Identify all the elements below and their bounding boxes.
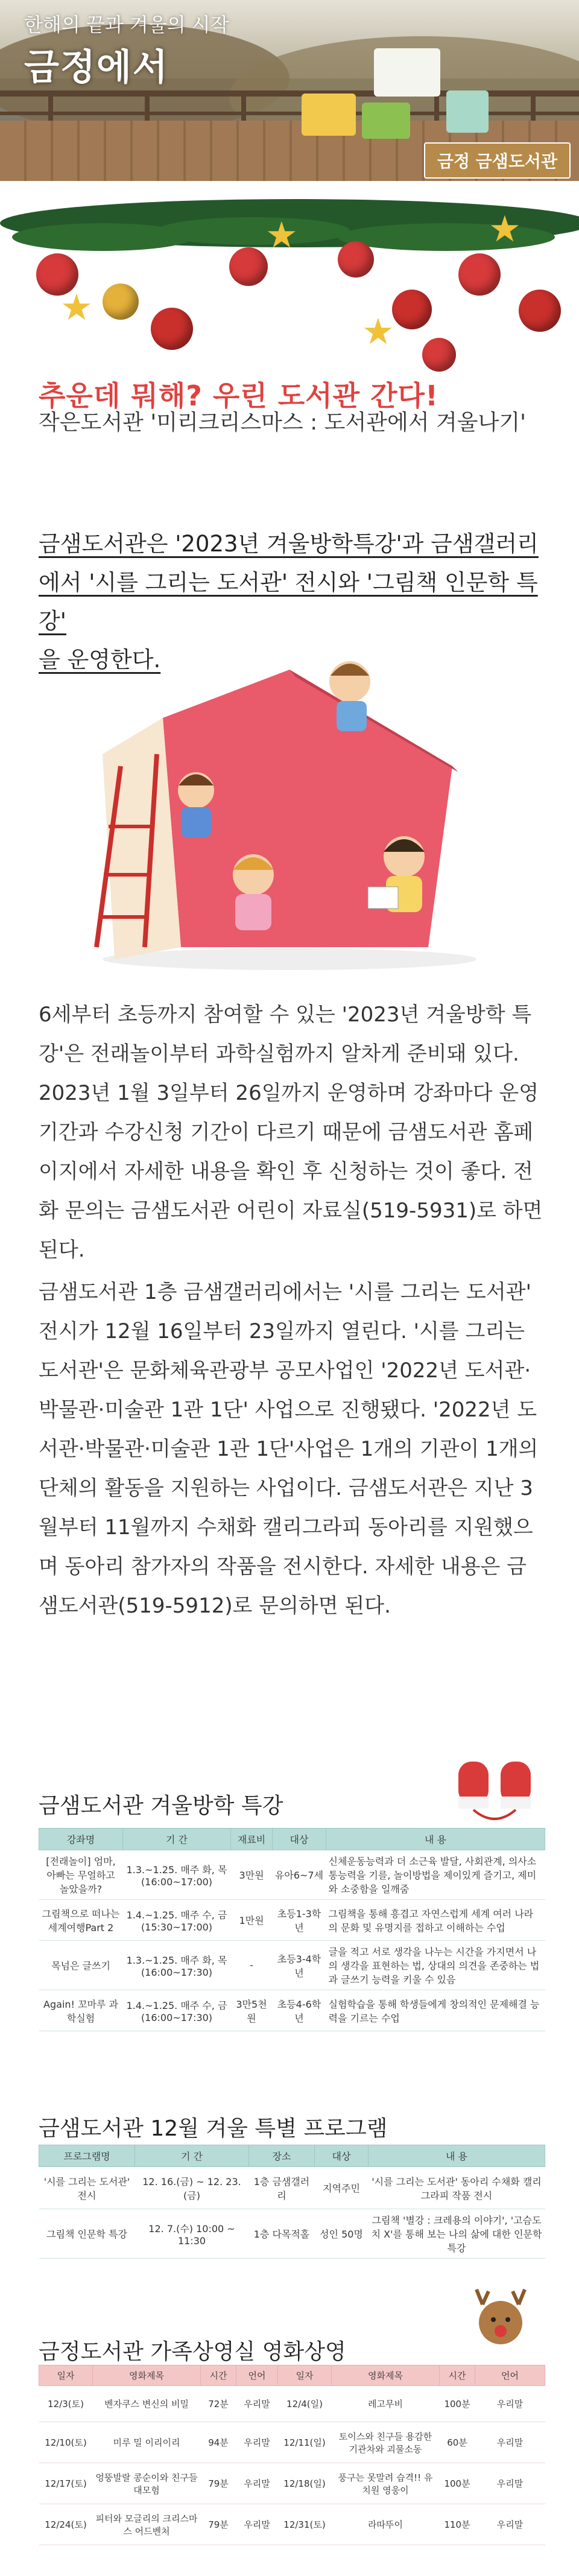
cell-fee: -: [231, 1941, 273, 1990]
table-header: 언어: [475, 2365, 545, 2386]
cell-language: 우리말: [475, 2386, 545, 2422]
table-row: [39, 2386, 545, 2422]
cell-place: 1층 금샘갤러리: [249, 2167, 315, 2209]
table-header: 기 간: [123, 1829, 231, 1850]
cell-period: 12. 7.(수) 10:00 ~ 11:30: [135, 2209, 249, 2259]
section-title-december-program: 금샘도서관 12월 겨울 특별 프로그램: [39, 2116, 388, 2141]
cell-language: 우리말: [236, 2386, 278, 2422]
star-icon: ★: [362, 311, 394, 353]
cell-target: 성인 50명: [315, 2209, 369, 2259]
cell-movie: 미루 밀 이리이리: [93, 2422, 201, 2463]
cell-date: 12/3(토): [39, 2386, 93, 2422]
cell-place: 1층 다목적홀: [249, 2209, 315, 2259]
cell-time: 94분: [201, 2422, 236, 2463]
cell-date: 12/31(토): [278, 2504, 332, 2545]
cell-movie: 엉뚱발랄 콩순이와 친구들 대모험: [93, 2463, 201, 2504]
cell-course: [전래놀이] 엄마, 아빠는 무얼하고 놀았을까?: [39, 1850, 123, 1900]
mint-block: [446, 90, 489, 133]
article-subtitle: 작은도서관 '미리크리스마스 : 도서관에서 겨울나기': [39, 410, 526, 435]
cell-date: 12/17(토): [39, 2463, 93, 2504]
cell-period: 1.4.~1.25. 매주 수, 금(15:30~17:00): [123, 1900, 231, 1941]
section-title-winter-courses: 금샘도서관 겨울방학 특강: [39, 1794, 283, 1818]
cell-movie: 피터와 모글리의 크리스마스 어드벤처: [93, 2504, 201, 2545]
library-badge: 금정 금샘도서관: [424, 142, 571, 179]
cell-target: 지역주민: [315, 2167, 369, 2209]
star-icon: ★: [60, 287, 93, 329]
kids-book-illustration: [90, 646, 489, 971]
table-header: 대상: [273, 1829, 326, 1850]
table-header: 내 용: [369, 2145, 545, 2167]
cell-date: 12/10(토): [39, 2422, 93, 2463]
table-header: 영화제목: [93, 2365, 201, 2386]
lead-line-3: 을 운영한다.: [39, 647, 161, 673]
cell-time: 100분: [440, 2463, 475, 2504]
ornament-icon: [392, 290, 432, 329]
cell-date: 12/18(일): [278, 2463, 332, 2504]
cell-time: 79분: [201, 2463, 236, 2504]
cell-program: '시를 그리는 도서관' 전시: [39, 2167, 135, 2209]
ornament-icon: [151, 308, 193, 350]
table-row: [39, 1941, 545, 1990]
cell-date: 12/11(일): [278, 2422, 332, 2463]
ornament-icon: [422, 338, 456, 372]
table-header: 재료비: [231, 1829, 273, 1850]
cell-period: 1.3.~1.25. 매주 화, 목(16:00~17:30): [123, 1941, 231, 1990]
cell-time: 110분: [440, 2504, 475, 2545]
reindeer-icon: [464, 2286, 537, 2353]
cell-time: 100분: [440, 2386, 475, 2422]
cell-content: 그림책을 통해 흥겹고 자연스럽게 세계 여러 나라의 문화 및 유명지를 접하고 이해하는 수업: [326, 1900, 545, 1941]
cell-content: 실험학습을 통해 학생들에게 창의적인 문제해결 능력을 기르는 수업: [326, 1990, 545, 2031]
cell-target: 초등3-4학년: [273, 1941, 326, 1990]
cell-language: 우리말: [236, 2463, 278, 2504]
table-header: 영화제목: [332, 2365, 440, 2386]
table-header: 시간: [440, 2365, 475, 2386]
star-icon: ★: [265, 214, 298, 256]
table-row: [39, 1900, 545, 1941]
star-icon: ★: [489, 208, 521, 250]
table-row: [39, 1850, 545, 1900]
table-header: 기 간: [135, 2145, 249, 2167]
cell-movie: 레고무비: [332, 2386, 440, 2422]
ornament-icon: [229, 247, 268, 286]
table-header: 시간: [201, 2365, 236, 2386]
body-paragraph-2: 금샘도서관 1층 금샘갤러리에서는 '시를 그리는 도서관' 전시가 12월 16일부터 23일까지 열린다. '시를 그리는 도서관'은 문화체육관광부 공모사업인 '2022년 도서관·박물관·미술관 1관 1단' 사업으로 진행됐다. '2022년 도서관·박물관·미술관 1관 1단'사업은 1개의 기관이 1개의 단체의 활동을 지원하는 사업이다. 금샘도서관은 지난 3월부터 11월까지 수채화 캘리그라피 동아리를 지원했으며 동아리 참가자의 작품을 전시한다. 자세한 내용은 금샘도서관(519-5912)로 문의하면 된다.: [39, 1280, 539, 1618]
cell-movie: 벤자쿠스 변신의 비밀: [93, 2386, 201, 2422]
cta-headline: 추운데 뭐해? 우린 도서관 간다!: [39, 379, 438, 412]
table-row: [39, 2167, 545, 2209]
ornament-icon: [338, 241, 374, 278]
cell-language: 우리말: [236, 2504, 278, 2545]
table-header-row: [39, 2365, 545, 2386]
table-header: 강좌명: [39, 1829, 123, 1850]
cell-date: 12/4(일): [278, 2386, 332, 2422]
cell-course: Again! 꼬마루 과학실험: [39, 1990, 123, 2031]
christmas-garland: [0, 199, 579, 368]
cell-movie: 토이스와 친구들 용감한 기관차와 괴물소동: [332, 2422, 440, 2463]
cell-language: 우리말: [475, 2504, 545, 2545]
table-row: [39, 1990, 545, 2031]
cell-content: 신체운동능력과 더 소근육 발달, 사회관계, 의사소통능력을 기를, 놀이방법을 제이있게 즐기고, 제미와 소중함을 일깨줌: [326, 1850, 545, 1900]
white-block: [374, 48, 440, 97]
cell-movie: 라따뚜이: [332, 2504, 440, 2545]
cell-date: 12/24(토): [39, 2504, 93, 2545]
lead-line-2: 에서 '시를 그리는 도서관' 전시와 '그림책 인문학 특강': [39, 569, 538, 634]
cell-target: 유아6~7세: [273, 1850, 326, 1900]
table-row: [39, 2422, 545, 2463]
table-header: 언어: [236, 2365, 278, 2386]
cell-program: 그림책 인문학 특강: [39, 2209, 135, 2259]
cell-fee: 3만원: [231, 1850, 273, 1900]
table-header-row: [39, 1829, 545, 1850]
cell-target: 초등4-6학년: [273, 1990, 326, 2031]
green-block: [362, 103, 410, 139]
cell-time: 60분: [440, 2422, 475, 2463]
table-header: 프로그램명: [39, 2145, 135, 2167]
cell-language: 우리말: [475, 2463, 545, 2504]
cell-target: 초등1-3학년: [273, 1900, 326, 1941]
mittens-icon: [446, 1750, 543, 1822]
table-header: 장소: [249, 2145, 315, 2167]
ornament-icon: [519, 290, 561, 332]
header-subtitle: 한해의 끝과 겨울의 시작: [24, 13, 229, 36]
cell-language: 우리말: [236, 2422, 278, 2463]
cell-fee: 1만원: [231, 1900, 273, 1941]
section-title-movie-screening: 금정도서관 가족상영실 영화상영: [39, 2340, 346, 2364]
body-paragraph-1: 6세부터 초등까지 참여할 수 있는 '2023년 겨울방학 특강'은 전래놀이부터 과학실험까지 알차게 준비돼 있다. 2023년 1월 3일부터 26일까지 운영하며 강좌마다 운영기간과 수강신청 기간이 다르기 때문에 금샘도서관 홈페이지에서 자세한 내용을 확인 후 신청하는 것이 좋다. 전화 문의는 금샘도서관 어린이 자료실(519-5931)로 하면 된다.: [39, 1003, 543, 1262]
cell-movie: 풍구는 못말려 습격!! 유치원 영웅이: [332, 2463, 440, 2504]
ornament-icon: [458, 253, 501, 296]
winter-courses-table: [39, 1828, 545, 2031]
cell-language: 우리말: [475, 2422, 545, 2463]
december-program-table: [39, 2145, 545, 2259]
table-row: [39, 2209, 545, 2259]
yellow-block: [302, 94, 356, 136]
movie-screening-table: [39, 2365, 545, 2545]
cell-time: 79분: [201, 2504, 236, 2545]
table-header: 일자: [39, 2365, 93, 2386]
table-header-row: [39, 2145, 545, 2167]
header-banner: [0, 0, 579, 181]
cell-period: 1.3.~1.25. 매주 화, 목(16:00~17:00): [123, 1850, 231, 1900]
cell-course: 그림책으로 떠나는 세계여행Part 2: [39, 1900, 123, 1941]
cell-course: 목넘은 글쓰기: [39, 1941, 123, 1990]
cell-period: 12. 16.(금) ~ 12. 23.(금): [135, 2167, 249, 2209]
ornament-icon: [103, 284, 139, 320]
cell-content: '시를 그리는 도서관' 동아리 수채화 캘리그라피 작품 전시: [369, 2167, 545, 2209]
table-header: 내 용: [326, 1829, 545, 1850]
lead-line-1: 금샘도서관은 '2023년 겨울방학특강'과 금샘갤러리: [39, 531, 539, 557]
cell-period: 1.4.~1.25. 매주 수, 금(16:00~17:30): [123, 1990, 231, 2031]
cell-time: 72분: [201, 2386, 236, 2422]
header-title: 금정에서: [24, 46, 169, 89]
table-row: [39, 2463, 545, 2504]
table-row: [39, 2504, 545, 2545]
cell-content: 글을 적고 서로 생각을 나누는 시간을 가지면서 나의 생각을 표현하는 법, 상대의 의견을 존중하는 법과 글쓰기 능력을 키울 수 있음: [326, 1941, 545, 1990]
cell-content: 그림책 '별강 : 크레용의 이야기', '고슴도치 X'를 통해 보는 나의 삶에 대한 인문학 특강: [369, 2209, 545, 2259]
table-header: 일자: [278, 2365, 332, 2386]
cell-fee: 3만5천원: [231, 1990, 273, 2031]
table-header: 대상: [315, 2145, 369, 2167]
